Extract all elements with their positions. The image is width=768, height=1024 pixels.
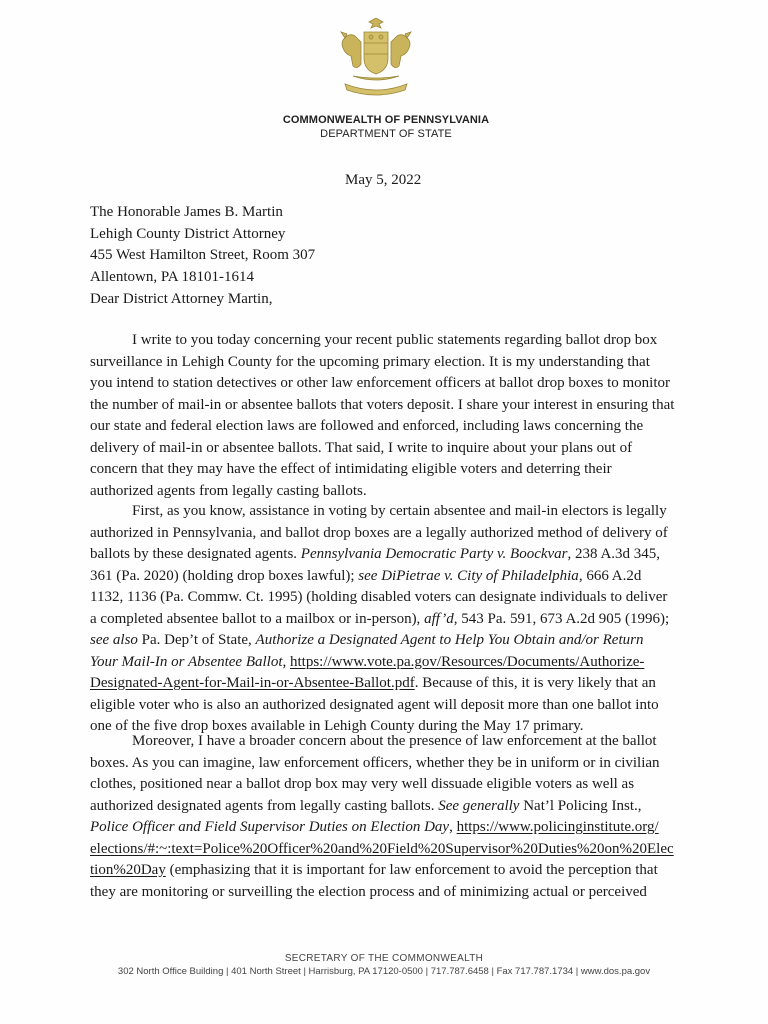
text-span: , 238 A.3d 345, bbox=[567, 546, 661, 562]
text-line: the number of mail-in or absentee ballots that voters deposit. I share your interest in ensuring that bbox=[90, 396, 675, 413]
case-citation: see DiPietrae v. City of Philadelphia bbox=[358, 567, 579, 584]
url-link[interactable]: tion%20Day bbox=[90, 862, 166, 878]
text-span: a completed absentee ballot to a mailbox or in-person), bbox=[90, 610, 425, 627]
text-span: Pa. Dep’t of State, bbox=[137, 632, 256, 648]
text-line bbox=[90, 796, 682, 818]
text-span: ballots by these designated agents. bbox=[90, 546, 301, 562]
url-link[interactable]: elections/#:~:text=Police%20Officer%20and%20Field%20Supervisor%20Duties%20on%20Elec bbox=[90, 840, 674, 857]
text-span: , 666 A.2d bbox=[578, 567, 642, 584]
recipient-address bbox=[90, 202, 315, 288]
text-line bbox=[90, 673, 682, 695]
text-line: they are monitoring or surveilling the election process and of minimizing actual or perceived bbox=[90, 883, 647, 900]
url-link[interactable]: Designated-Agent-for-Mail-in-or-Absentee-Ballot.pdf bbox=[90, 675, 415, 691]
footer-address: 302 North Office Building | 401 North Street | Harrisburg, PA 17120-0500 | 717.787.6458 | Fax 717.787.1734 | www.dos.pa.gov bbox=[117, 966, 651, 977]
text-span: , bbox=[449, 819, 457, 835]
paragraph-1 bbox=[90, 330, 682, 502]
text-line: eligible voter who is also an authorized designated agent will deposit more than one ballot into bbox=[90, 696, 659, 713]
salutation: Dear District Attorney Martin, bbox=[90, 291, 273, 307]
text-span: . Because of this, it is very likely that an bbox=[414, 675, 656, 691]
letterhead-department: DEPARTMENT OF STATE bbox=[320, 128, 452, 140]
document-title: Police Officer and Field Supervisor Duties on Election Day bbox=[90, 819, 450, 835]
url-link[interactable]: https://www.policinginstitute.org/ bbox=[456, 819, 659, 835]
text-line: authorized agents from legally casting ballots. bbox=[90, 482, 367, 499]
text-line: concern that they may have the effect of intimidating eligible voters and deterring their bbox=[90, 461, 612, 477]
text-line bbox=[90, 544, 682, 566]
case-citation: Pennsylvania Democratic Party v. Boockvar bbox=[300, 546, 568, 562]
citation-signal: see also bbox=[90, 632, 138, 648]
paragraph-2 bbox=[90, 501, 682, 738]
recipient-city: Allentown, PA 18101-1614 bbox=[90, 268, 255, 285]
letterhead-organization: COMMONWEALTH OF PENNSYLVANIA bbox=[282, 114, 490, 126]
text-line: one of the five drop boxes available in Lehigh County during the May 17 primary. bbox=[90, 718, 584, 734]
text-line bbox=[90, 630, 682, 652]
recipient-name: The Honorable James B. Martin bbox=[90, 204, 283, 220]
document-title: Your Mail-In or Absentee Ballot bbox=[90, 653, 283, 670]
text-line: 1132, 1136 (Pa. Commw. Ct. 1995) (holding disabled voters can designate individuals to deliver bbox=[90, 589, 668, 605]
text-span: authorized designated agents from legally casting ballots. bbox=[90, 797, 439, 814]
text-span: Nat’l Policing Inst., bbox=[519, 797, 642, 814]
text-line bbox=[90, 609, 682, 631]
text-line bbox=[90, 566, 682, 588]
letter-date: May 5, 2022 bbox=[345, 172, 422, 188]
text-line bbox=[90, 652, 682, 674]
text-line: clothes, positioned near a ballot drop box may very well dissuade eligible voters as well as bbox=[90, 776, 635, 792]
text-line: boxes. As you can imagine, law enforcement officers, whether they be in uniform or in civilian bbox=[90, 754, 660, 771]
recipient-title: Lehigh County District Attorney bbox=[90, 225, 286, 242]
text-span: , 543 Pa. 591, 673 A.2d 905 (1996); bbox=[453, 610, 670, 627]
url-link[interactable]: https://www.vote.pa.gov/Resources/Documents/Authorize- bbox=[290, 653, 645, 670]
text-line: First, as you know, assistance in voting by certain absentee and mail-in electors is legally bbox=[132, 503, 667, 519]
text-line: our state and federal election laws are followed and enforced, including laws concerning the bbox=[90, 418, 644, 434]
text-line: you intend to station detectives or other law enforcement officers at ballot drop boxes to monitor bbox=[90, 375, 670, 391]
citation-signal: See generally bbox=[438, 797, 520, 814]
text-line bbox=[90, 860, 682, 882]
text-span: , bbox=[282, 653, 290, 670]
text-span: 361 (Pa. 2020) (holding drop boxes lawful); bbox=[90, 567, 359, 584]
text-line bbox=[90, 817, 682, 839]
pennsylvania-seal-icon bbox=[331, 18, 421, 98]
text-line: Moreover, I have a broader concern about the presence of law enforcement at the ballot bbox=[132, 733, 657, 749]
text-line: surveillance in Lehigh County for the upcoming primary election. It is my understanding that bbox=[90, 353, 650, 370]
text-line: authorized in Pennsylvania, and ballot drop boxes are a legally authorized method of delivery of bbox=[90, 524, 668, 541]
text-line: delivery of mail-in or absentee ballots. That said, I write to inquire about your plans out of bbox=[90, 439, 633, 456]
text-span: (emphasizing that it is important for law enforcement to avoid the perception that bbox=[165, 862, 658, 878]
citation-signal: aff’d bbox=[424, 610, 454, 627]
footer-title: SECRETARY OF THE COMMONWEALTH bbox=[284, 953, 484, 964]
recipient-street: 455 West Hamilton Street, Room 307 bbox=[90, 247, 316, 263]
text-line: I write to you today concerning your recent public statements regarding ballot drop box bbox=[132, 332, 658, 348]
paragraph-3 bbox=[90, 731, 682, 903]
document-title: Authorize a Designated Agent to Help You Obtain and/or Return bbox=[255, 632, 644, 648]
